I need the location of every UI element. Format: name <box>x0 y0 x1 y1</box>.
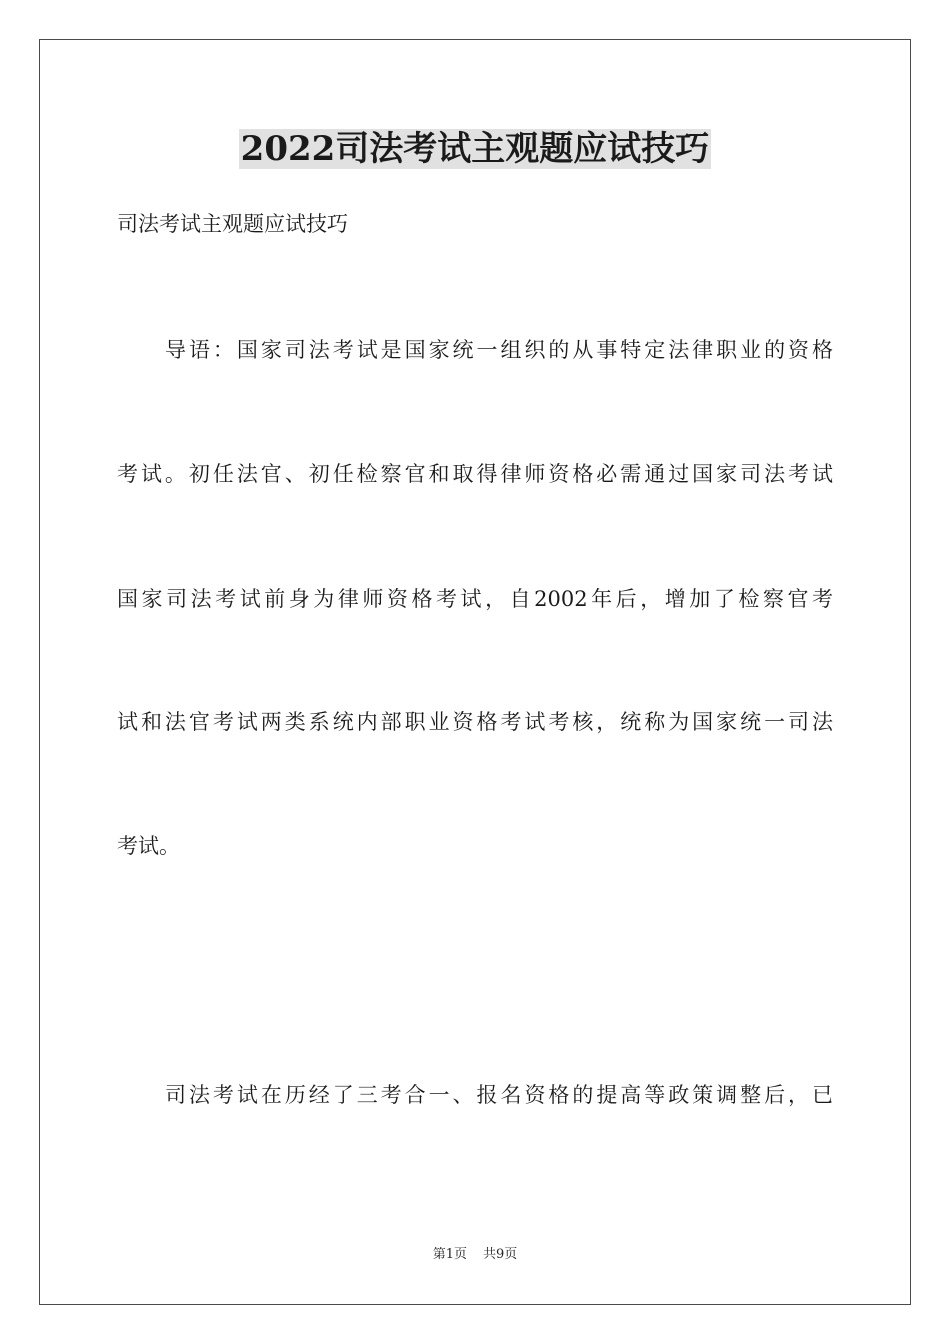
page-number: 第1页 <box>432 1247 467 1262</box>
page-total: 共9页 <box>483 1247 518 1262</box>
document-subtitle: 司法考试主观题应试技巧 <box>117 212 348 236</box>
paragraph-1-line-3: 国家司法考试前身为律师资格考试，自2002年后，增加了检察官考 <box>117 587 833 611</box>
document-title <box>0 129 950 169</box>
paragraph-2-line-1: 司法考试在历经了三考合一、报名资格的提高等政策调整后，已 <box>165 1083 833 1107</box>
paragraph-1-line-4: 试和法官考试两类系统内部职业资格考试考核，统称为国家统一司法 <box>117 710 833 734</box>
paragraph-1-line-2: 考试。初任法官、初任检察官和取得律师资格必需通过国家司法考试 <box>117 462 833 486</box>
paragraph-1-line-5: 考试。 <box>117 834 180 858</box>
paragraph-1-line-1: 导语：国家司法考试是国家统一组织的从事特定法律职业的资格 <box>165 338 833 362</box>
document-title-text: 2022司法考试主观题应试技巧 <box>240 129 710 169</box>
page-footer <box>0 1246 950 1264</box>
